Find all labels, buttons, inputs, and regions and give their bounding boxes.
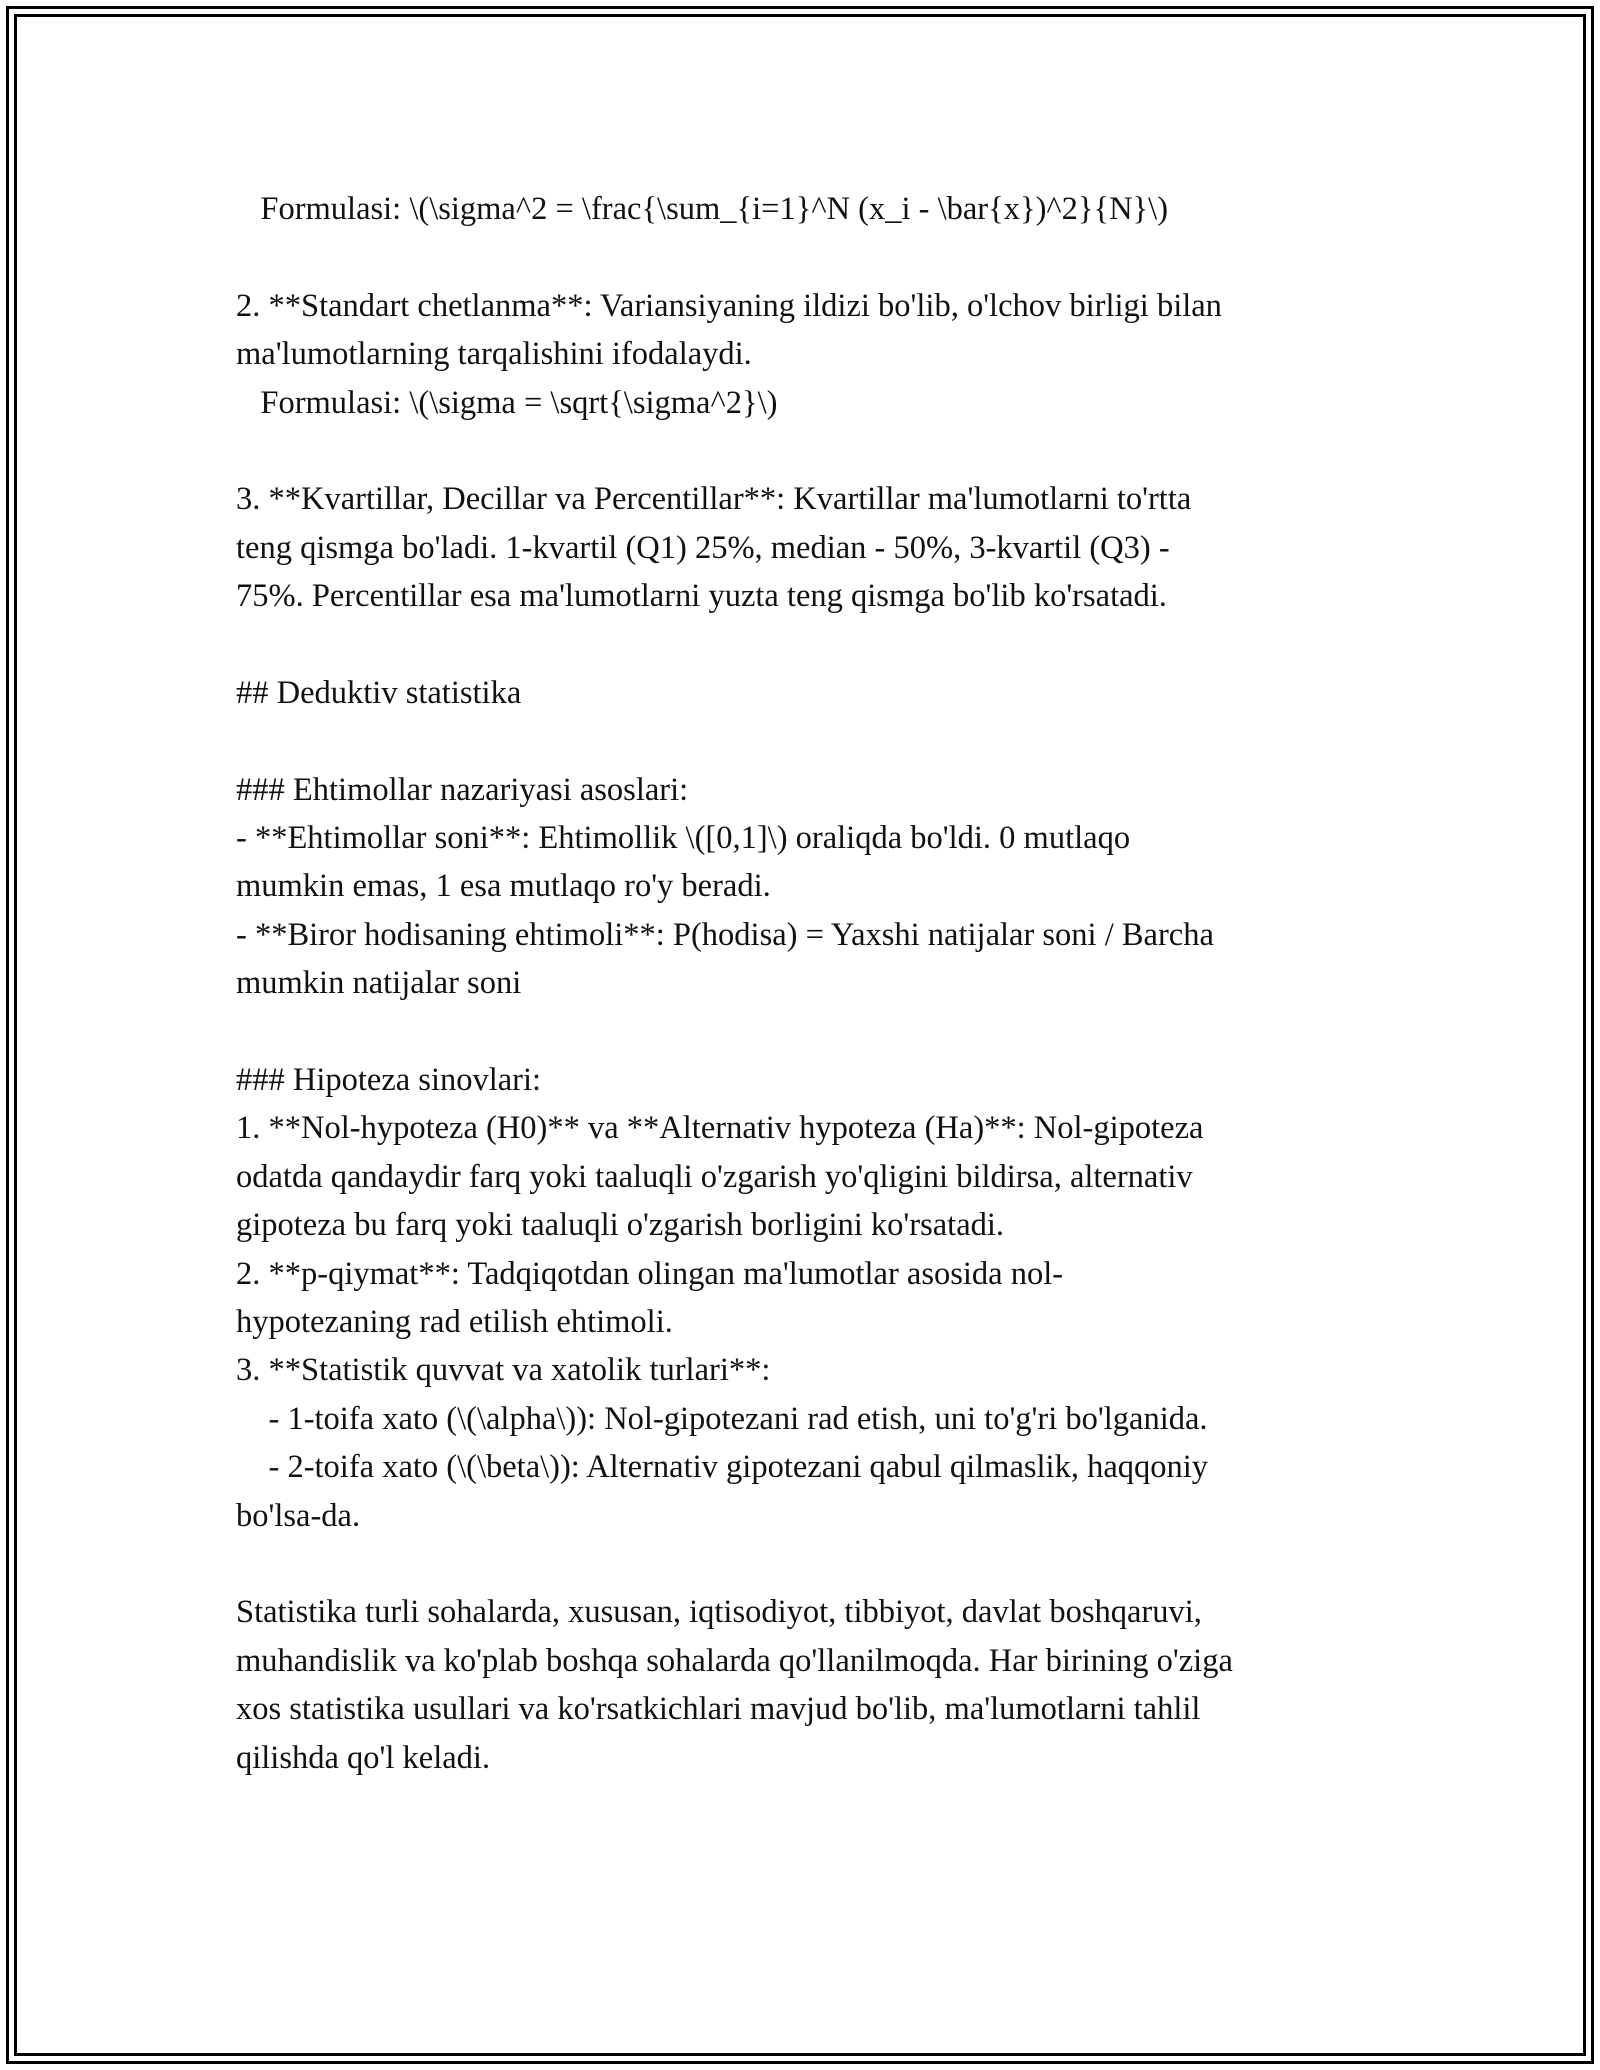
blank-line (236, 427, 1366, 475)
blank-line (236, 233, 1366, 281)
text-line: - **Biror hodisaning ehtimoli**: P(hodisa) = Yaxshi natijalar soni / Barcha (236, 916, 1214, 953)
subsection-heading: ### Hipoteza sinovlari: (236, 1062, 542, 1099)
subsection-heading: ### Ehtimollar nazariyasi asoslari: (236, 771, 689, 808)
blank-line (236, 717, 1366, 765)
text-line: mumkin natijalar soni (236, 965, 522, 1002)
text-line: Formulasi: \(\sigma^2 = \frac{\sum_{i=1}^N (x_i - \bar{x})^2}{N}\) (236, 191, 1169, 227)
text-line: odatda qandaydir farq yoki taaluqli o'zgarish yo'qligini bildirsa, alternativ (236, 1158, 1193, 1195)
blank-line (236, 1540, 1366, 1588)
text-line: 2. **Standart chetlanma**: Variansiyaning ildizi bo'lib, o'lchov birligi bilan (236, 287, 1222, 324)
text-line: Statistika turli sohalarda, xususan, iqtisodiyot, tibbiyot, davlat boshqaruvi, (236, 1594, 1202, 1631)
text-line: 75%. Percentillar esa ma'lumotlarni yuzta teng qismga bo'lib ko'rsatadi. (236, 578, 1167, 615)
text-line: 3. **Statistik quvvat va xatolik turlari**: (236, 1352, 771, 1389)
text-line: xos statistika usullari va ko'rsatkichlari mavjud bo'lib, ma'lumotlarni tahlil (236, 1691, 1201, 1728)
text-line: 3. **Kvartillar, Decillar va Percentillar**: Kvartillar ma'lumotlarni to'rtta (236, 481, 1192, 518)
text-line: hypotezaning rad etilish ehtimoli. (236, 1303, 673, 1340)
text-line: ma'lumotlarning tarqalishini ifodalaydi. (236, 336, 752, 373)
text-line: teng qismga bo'ladi. 1-kvartil (Q1) 25%, median - 50%, 3-kvartil (Q3) - (236, 529, 1170, 566)
text-line: qilishda qo'l keladi. (236, 1739, 491, 1776)
text-line: Formulasi: \(\sigma = \sqrt{\sigma^2}\) (236, 384, 778, 421)
text-line: bo'lsa-da. (236, 1497, 361, 1534)
text-line: - **Ehtimollar soni**: Ehtimollik \([0,1]\) oraliqda bo'ldi. 0 mutlaqo (236, 820, 1131, 857)
text-line: 1. **Nol-hypoteza (H0)** va **Alternativ hypoteza (Ha)**: Nol-gipoteza (236, 1110, 1204, 1147)
text-line: muhandislik va ko'plab boshqa sohalarda qo'llanilmoqda. Har birining o'ziga (236, 1642, 1233, 1679)
blank-line (236, 621, 1366, 669)
document-body (236, 185, 1366, 1782)
section-heading: ## Deduktiv statistika (236, 674, 522, 711)
text-line: 2. **p-qiymat**: Tadqiqotdan olingan ma'lumotlar asosida nol- (236, 1255, 1064, 1292)
text-line: - 1-toifa xato (\(\alpha\)): Nol-gipotezani rad etish, uni to'g'ri bo'lganida. (236, 1400, 1208, 1437)
text-line: gipoteza bu farq yoki taaluqli o'zgarish borligini ko'rsatadi. (236, 1207, 1005, 1244)
text-line: mumkin emas, 1 esa mutlaqo ro'y beradi. (236, 868, 771, 905)
text-line: - 2-toifa xato (\(\beta\)): Alternativ gipotezani qabul qilmaslik, haqqoniy (236, 1449, 1209, 1486)
blank-line (236, 1008, 1366, 1056)
